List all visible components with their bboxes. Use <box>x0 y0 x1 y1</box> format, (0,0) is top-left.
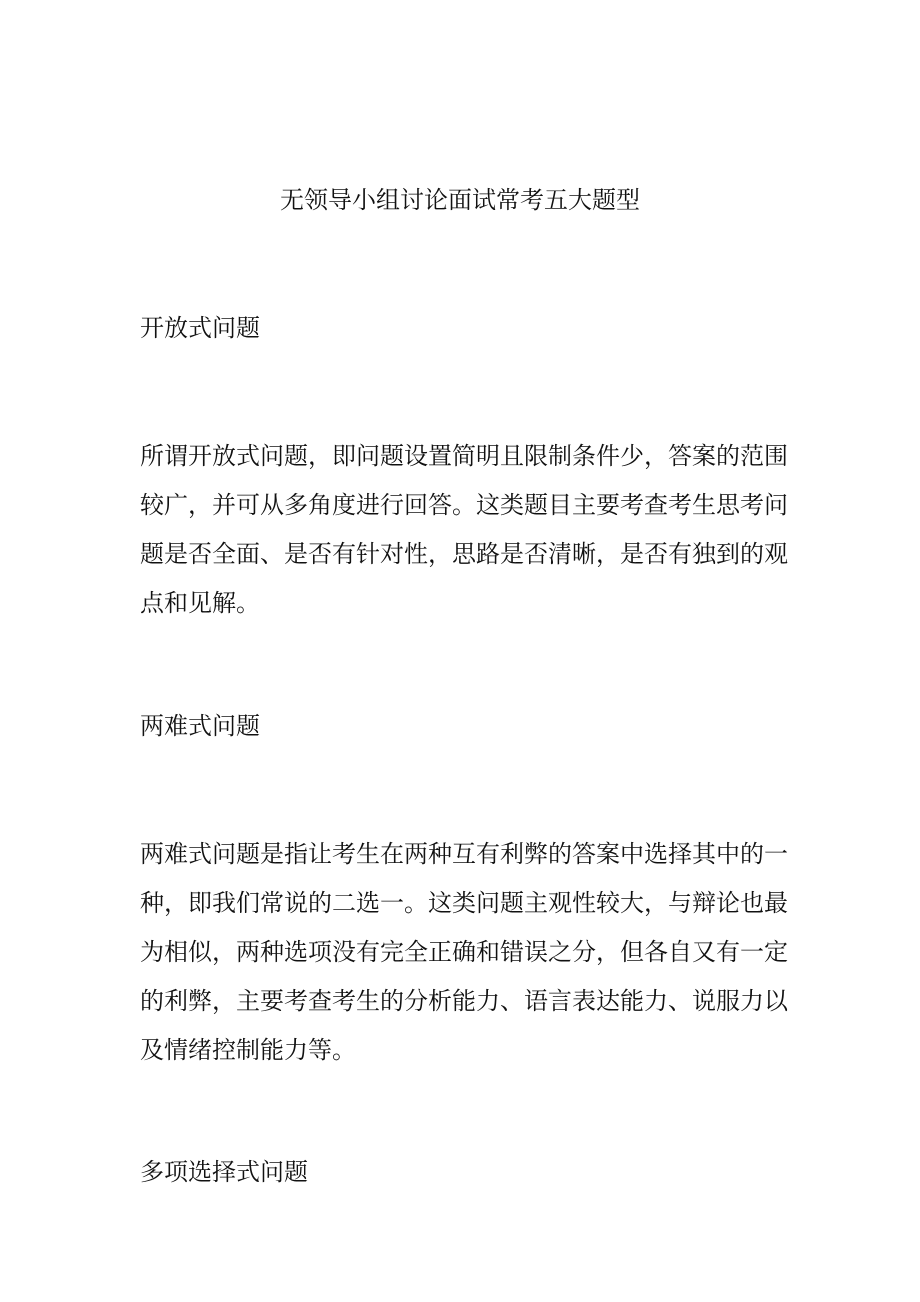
section-body-open-questions: 所谓开放式问题，即问题设置简明且限制条件少，答案的范围较广，并可从多角度进行回答。这类题目主要考查考生思考问题是否全面、是否有针对性，思路是否清晰，是否有独到的观点和见解。 <box>140 442 788 617</box>
section-heading-multiple-choice-questions: 多项选择式问题 <box>140 1158 308 1186</box>
document-title: 无领导小组讨论面试常考五大题型 <box>280 186 640 214</box>
section-heading-dilemma-questions: 两难式问题 <box>140 712 260 740</box>
section-heading-open-questions: 开放式问题 <box>140 314 260 342</box>
section-body-dilemma-questions: 两难式问题是指让考生在两种互有利弊的答案中选择其中的一种，即我们常说的二选一。这类问题主观性较大，与辩论也最为相似，两种选项没有完全正确和错误之分，但各自又有一定的利弊，主要考查考生的分析能力、语言表达能力、说服力以及情绪控制能力等。 <box>140 840 788 1064</box>
